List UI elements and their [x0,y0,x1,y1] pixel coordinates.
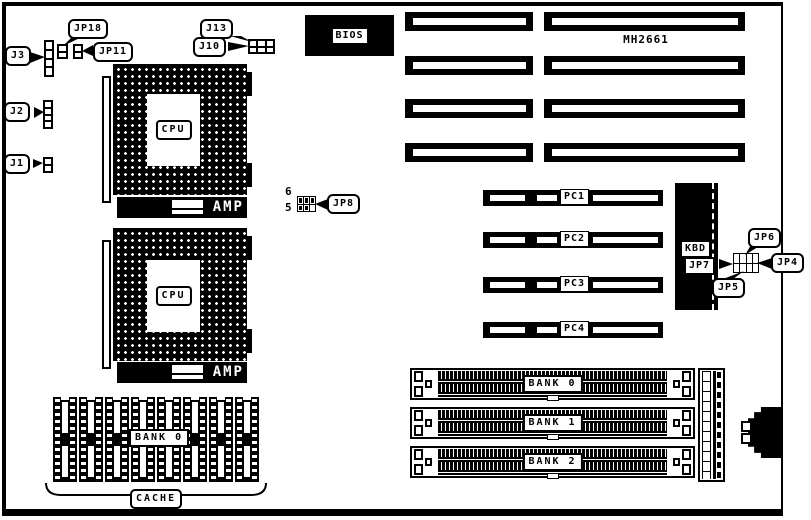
socket-lever [102,240,111,369]
cache-label: CACHE [130,489,182,509]
cpu-label: CPU [155,286,191,306]
cache-chip [105,397,129,482]
power-connector [748,407,782,458]
pci-slot-label: PC2 [560,231,589,247]
pci-slot-pc2 [483,232,663,248]
bank-label: BANK 1 [522,414,582,432]
j3-connector [44,40,54,77]
jp11-connector [73,44,83,59]
pci-slot-label: PC1 [560,189,589,205]
cache-chip [209,397,233,482]
simm-clip [670,449,692,475]
jp4-jp7-jumper-block [733,253,759,273]
amp-retention-bar-1 [117,197,247,218]
socket-cavity [147,94,200,166]
jp6-label: JP6 [748,228,781,248]
j1-label: J1 [4,154,30,174]
socket-tab [246,329,252,353]
pci-slot-label: PC3 [560,276,589,292]
kbd-label: KBD [680,240,711,258]
cache-bank-label: BANK 0 [129,429,189,447]
j3-label: J3 [5,46,31,66]
isa-slot [405,143,533,162]
isa-slot [544,56,745,75]
socket-tab [246,163,252,187]
jp4-label: JP4 [771,253,804,273]
simm-clip [670,410,692,436]
isa-slot [405,99,533,118]
j2-connector [43,100,53,129]
jp11-label: JP11 [93,42,133,62]
isa-slot [405,12,533,31]
j13-label: J13 [200,19,233,39]
bios-label: BIOS [331,28,367,44]
pci-slot-pc1 [483,190,663,206]
socket-lever [102,76,111,203]
simm-bank-1 [410,407,695,439]
isa-slot [544,12,745,31]
simm-clip [413,449,435,475]
cache-chip [79,397,103,482]
cache-chip [53,397,77,482]
jp7-label: JP7 [684,257,715,275]
isa-slot [544,143,745,162]
jp18-label: JP18 [68,19,108,39]
jp8-pin6-label: 6 [285,185,292,198]
bank-latch [547,435,559,440]
j10-label: J10 [193,37,226,57]
j1-connector [43,157,53,173]
simm-clip [413,410,435,436]
j2-label: J2 [4,102,30,122]
socket-cavity [147,260,200,332]
bank-latch [547,396,559,401]
pci-slot-pc4 [483,322,663,338]
pci-slot-pc3 [483,277,663,293]
simm-clip [670,371,692,397]
cache-chip [235,397,259,482]
amp-retention-bar-2 [117,362,247,383]
simm-bank-2 [410,446,695,478]
bios-chip [305,15,394,56]
isa-slot [405,56,533,75]
jp8-label: JP8 [327,194,360,214]
socket-tab [246,72,252,96]
bank-label: BANK 2 [522,453,582,471]
bank-label: BANK 0 [522,375,582,393]
pci-slot-label: PC4 [560,321,589,337]
cpu-socket-2 [113,228,247,361]
j10-j13-connector [248,39,275,54]
jp18-connector [57,44,68,59]
simm-clip [413,371,435,397]
cpu-socket-1 [113,64,247,195]
jp8-connector [297,196,316,212]
socket-tab [246,236,252,260]
simm-vertical-connector [698,368,725,482]
simm-bank-0 [410,368,695,400]
isa-slot [544,99,745,118]
amp-brand-label: AMP [212,364,244,380]
bank-latch [547,474,559,479]
cpu-label: CPU [155,120,191,140]
jp8-pin5-label: 5 [285,201,292,214]
jp5-label: JP5 [712,278,745,298]
chipset-label: MH2661 [623,33,669,46]
amp-brand-label: AMP [212,199,244,215]
